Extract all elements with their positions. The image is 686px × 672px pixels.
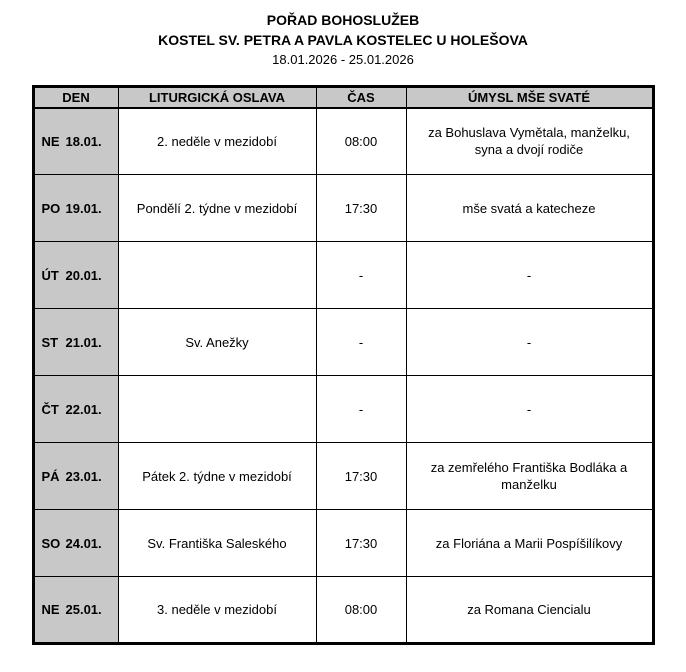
liturgy-text: Sv. Františka Saleského (147, 535, 287, 551)
intention-cell (406, 309, 653, 376)
table-row (33, 175, 653, 242)
table-body (33, 108, 653, 644)
page-subtitle: KOSTEL SV. PETRA A PAVLA KOSTELEC U HOLEŠOVA (158, 32, 528, 48)
time-cell: 08:00 (316, 577, 406, 644)
liturgy-cell (118, 577, 316, 644)
day-cell (33, 443, 118, 510)
liturgy-text: 3. neděle v mezidobí (157, 602, 277, 617)
intention-cell (406, 242, 653, 309)
time-cell: 17:30 (316, 175, 406, 242)
table-row (33, 443, 653, 510)
intention-cell (406, 510, 653, 577)
time-cell: - (316, 376, 406, 443)
table-row (33, 242, 653, 309)
day-cell (33, 577, 118, 644)
intention-cell (406, 443, 653, 510)
liturgy-cell (118, 242, 316, 309)
intention-text: - (526, 334, 532, 350)
liturgy-cell (118, 376, 316, 443)
column-header-time: ČAS (316, 87, 406, 108)
table-row (33, 577, 653, 644)
intention-text: za Floriána a Marii Pospíšilíkovy (435, 535, 623, 551)
liturgy-text: 2. neděle v mezidobí (157, 133, 277, 149)
intention-cell (406, 108, 653, 175)
date-label: 25.01. (65, 602, 102, 617)
intention-text: mše svatá a katecheze (462, 200, 596, 216)
intention-text: za zemřelého Františka Bodláka a manželku (430, 460, 628, 492)
column-header-den: DEN (33, 87, 118, 108)
intention-text: - (526, 401, 532, 417)
intention-text: za Bohuslava Vymětala, manželku, syna a dvojí rodiče (428, 125, 630, 158)
intention-text: za Romana Ciencialu (467, 602, 591, 617)
time-cell: - (316, 309, 406, 376)
date-label: 18.01. (65, 133, 102, 149)
liturgy-cell (118, 309, 316, 376)
table-row (33, 510, 653, 577)
intention-cell (406, 376, 653, 443)
date-label: 20.01. (65, 267, 102, 283)
day-cell (33, 309, 118, 376)
table-row (33, 376, 653, 443)
liturgy-text: Sv. Anežky (185, 334, 249, 350)
day-cell (33, 510, 118, 577)
schedule-table (32, 85, 655, 645)
time-cell: 17:30 (316, 443, 406, 510)
day-cell (33, 175, 118, 242)
header-row (33, 87, 653, 108)
day-cell (33, 376, 118, 443)
date-label: 23.01. (65, 468, 102, 484)
table-header (33, 87, 653, 108)
liturgy-cell (118, 510, 316, 577)
intention-text: - (526, 267, 532, 283)
table-row (33, 309, 653, 376)
document-header (0, 0, 686, 70)
day-cell (33, 242, 118, 309)
day-label: ÚT (41, 267, 59, 283)
column-header-intention: ÚMYSL MŠE SVATÉ (406, 87, 653, 108)
date-label: 21.01. (65, 334, 102, 350)
intention-cell (406, 175, 653, 242)
time-cell: 08:00 (316, 108, 406, 175)
time-cell: 17:30 (316, 510, 406, 577)
time-cell: - (316, 242, 406, 309)
intention-cell (406, 577, 653, 644)
table-row (33, 108, 653, 175)
day-label: ČT (41, 401, 59, 417)
liturgy-text: Pondělí 2. týdne v mezidobí (136, 200, 298, 216)
day-label: PÁ (41, 468, 60, 484)
day-label: NE (41, 133, 60, 149)
day-cell (33, 108, 118, 175)
column-header-liturgy: LITURGICKÁ OSLAVA (118, 87, 316, 108)
day-label: PO (41, 200, 61, 216)
date-label: 19.01. (65, 200, 102, 216)
page-title: POŘAD BOHOSLUŽEB (266, 12, 420, 28)
date-label: 24.01. (65, 535, 102, 551)
day-label: ST (41, 334, 59, 350)
liturgy-cell (118, 175, 316, 242)
liturgy-cell (118, 108, 316, 175)
date-range: 18.01.2026 - 25.01.2026 (272, 52, 414, 67)
date-label: 22.01. (65, 401, 102, 417)
day-label: NE (41, 602, 60, 617)
liturgy-text: Pátek 2. týdne v mezidobí (142, 468, 292, 484)
liturgy-cell (118, 443, 316, 510)
day-label: SO (41, 535, 61, 551)
